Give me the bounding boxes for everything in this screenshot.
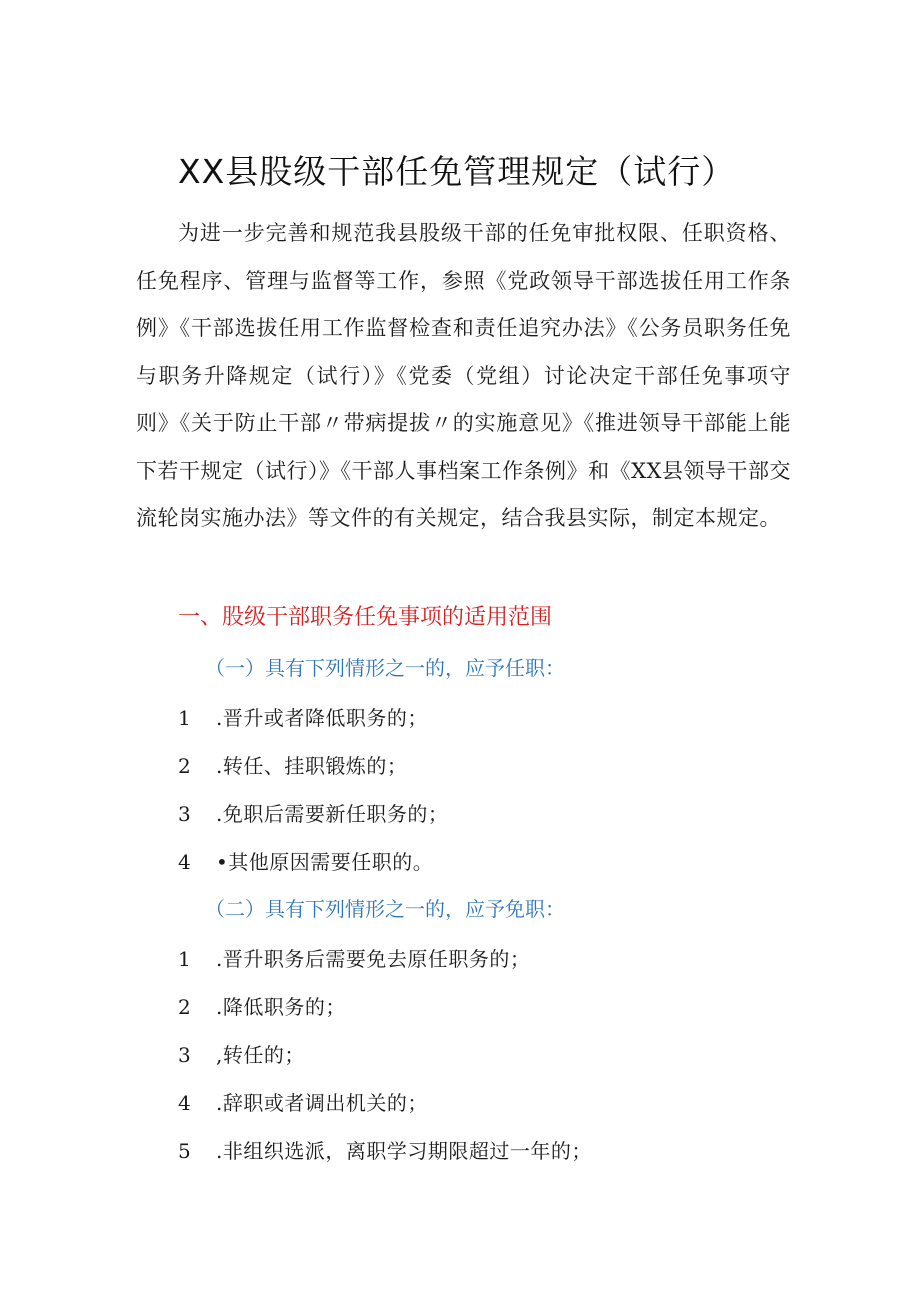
list-item <box>178 991 346 1020</box>
list-item-text: .辞职或者调出机关的； <box>216 1091 428 1115</box>
list-item-number: 4 <box>178 1091 192 1115</box>
list-item <box>178 1135 592 1164</box>
list-item <box>178 750 407 779</box>
list-item-text: .降低职务的； <box>216 995 346 1019</box>
list-item-text: .转任、挂职锻炼的； <box>216 754 408 778</box>
list-item <box>178 846 433 875</box>
list-item-number: 4 <box>178 850 192 874</box>
list-item-number: 2 <box>178 754 192 778</box>
list-item-number: 3 <box>178 802 192 826</box>
document-title: XX县股级干部任免管理规定（试行） <box>178 152 736 191</box>
list-item-number: 2 <box>178 995 192 1019</box>
list-item-text: .免职后需要新任职务的； <box>216 802 449 826</box>
list-item-number: 1 <box>178 706 192 730</box>
list-item-number: 1 <box>178 947 192 971</box>
list-item-text: •其他原因需要任职的。 <box>216 850 434 874</box>
section-heading: 一、股级干部职务任免事项的适用范围 <box>178 605 553 630</box>
list-item-text: .晋升或者降低职务的； <box>216 706 428 730</box>
list-item-number: 3 <box>178 1043 192 1067</box>
intro-paragraph: 为进一步完善和规范我县股级干部的任免审批权限、任职资格、任免程序、管理与监督等工作，参照《党政领导干部选拔任用工作条例》《干部选拔任用工作监督检查和责任追究办法》《公务员职务任免与职务升降规定（试行）》《党委（党组）讨论决定干部任免事项守则》《关于防止干部〃带病提拔〃的实施意见》《推进领导干部能上能下若干规定（试行）》《干部人事档案工作条例》和《XX县领导干部交流轮岗实施办法》等文件的有关规定，结合我县实际，制定本规定。 <box>136 221 791 530</box>
list-item-text: .非组织选派，离职学习期限超过一年的； <box>216 1139 592 1163</box>
list-item <box>178 943 530 972</box>
list-item-number: 5 <box>178 1139 192 1163</box>
list-item-text: ,转任的； <box>216 1043 305 1067</box>
list-item <box>178 702 428 731</box>
list-item <box>178 1087 428 1116</box>
list-item-text: .晋升职务后需要免去原任职务的； <box>216 947 531 971</box>
subsection-heading-appoint: （一）具有下列情形之一的，应予任职： <box>205 656 565 680</box>
subsection-heading-dismiss: （二）具有下列情形之一的，应予免职： <box>205 897 565 921</box>
list-item <box>178 1039 305 1068</box>
list-item <box>178 798 448 827</box>
